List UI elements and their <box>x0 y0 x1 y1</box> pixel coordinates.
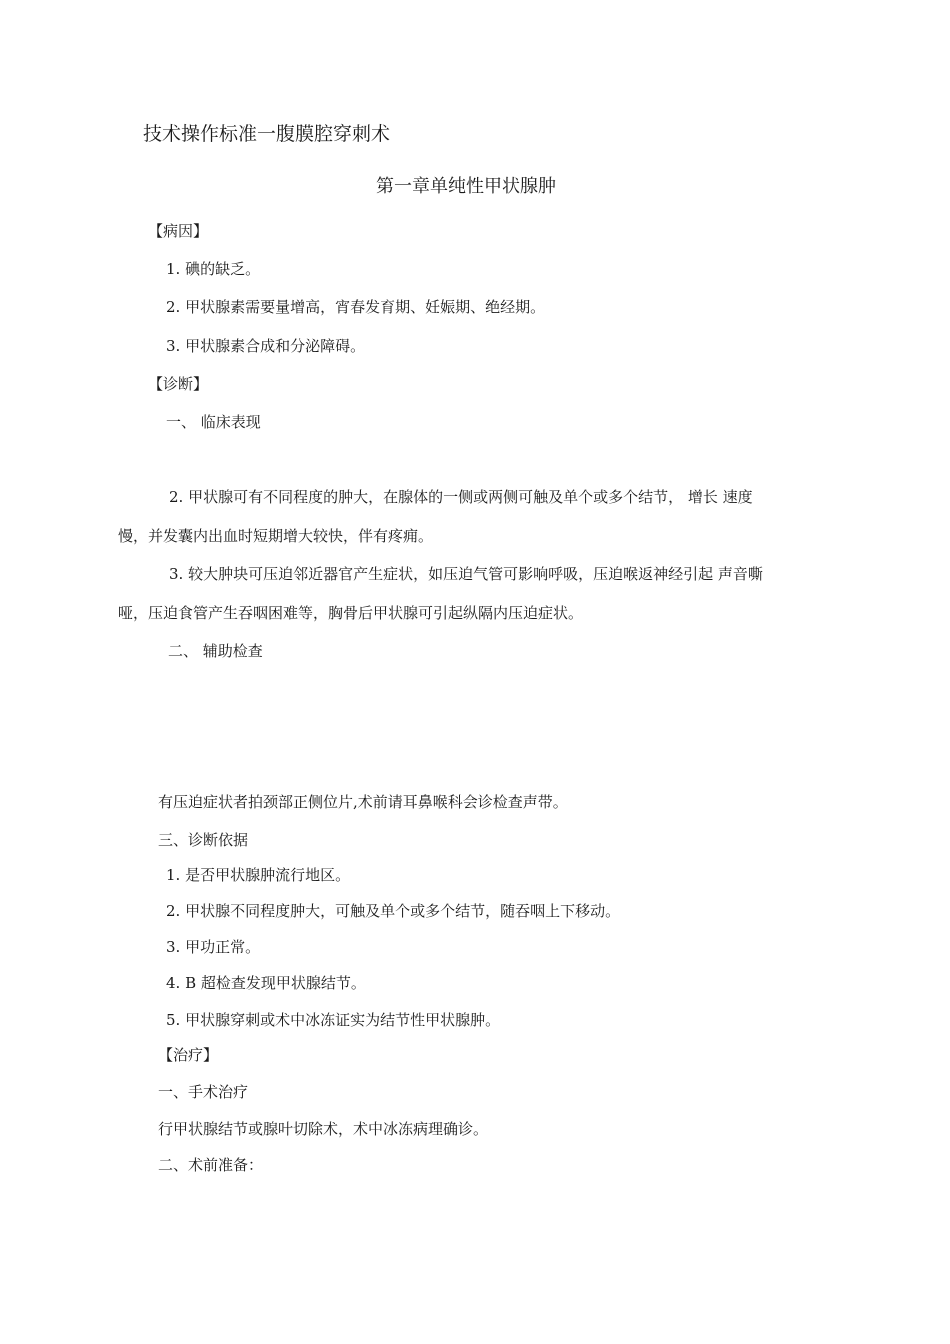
preop-heading: 二、术前准备： <box>158 1156 264 1174</box>
diagnosis-heading: 【诊断】 <box>148 375 209 393</box>
clinical-item-3-line-1: 3. 较大肿块可压迫邻近器官产生症状，如压迫气管可影响呼吸，压迫喉返神经引起 声音嘶 <box>169 565 763 583</box>
etiology-heading: 【病因】 <box>148 222 209 240</box>
chapter-title: 第一章单纯性甲状腺肿 <box>376 176 556 197</box>
clinical-item-3-line-2: 哑，压迫食管产生吞咽困难等，胸骨后甲状腺可引起纵隔内压迫症状。 <box>118 604 584 622</box>
clinical-item-2-line-2: 慢，并发囊内出血时短期增大较快，伴有疼痈。 <box>118 527 434 545</box>
auxiliary-heading: 二、 辅助检查 <box>168 642 263 660</box>
surgery-heading: 一、手术治疗 <box>158 1083 249 1101</box>
etiology-item-2: 2. 甲状腺素需要量增高，宵春发育期、妊娠期、绝经期。 <box>166 298 546 316</box>
surgery-text: 行甲状腺结节或腺叶切除术，术中冰冻病理确诊。 <box>158 1120 489 1138</box>
basis-item-1: 1. 是否甲状腺肿流行地区。 <box>166 866 351 884</box>
basis-heading: 三、诊断依据 <box>158 831 249 849</box>
basis-item-5: 5. 甲状腺穿刺或术中冰冻证实为结节性甲状腺肿。 <box>166 1011 501 1029</box>
clinical-item-2-line-1: 2. 甲状腺可有不同程度的肿大，在腺体的一侧或两侧可触及单个或多个结节， 增长 速度 <box>169 488 753 506</box>
basis-item-2: 2. 甲状腺不同程度肿大，可触及单个或多个结节，随吞咽上下移动。 <box>166 902 621 920</box>
basis-item-3: 3. 甲功正常。 <box>166 938 261 956</box>
document-title: 技术操作标准一腹膜腔穿刺术 <box>143 123 391 145</box>
treatment-heading: 【治疗】 <box>158 1046 219 1064</box>
basis-item-4: 4. B 超检查发现甲状腺结节。 <box>166 974 366 992</box>
etiology-item-1: 1. 碘的缺乏。 <box>166 260 261 278</box>
etiology-item-3: 3. 甲状腺素合成和分泌障碍。 <box>166 337 366 355</box>
clinical-heading: 一、 临床表现 <box>166 413 261 431</box>
auxiliary-text: 有压迫症状者拍颈部正侧位片,术前请耳鼻喉科会诊检查声带。 <box>158 793 568 811</box>
